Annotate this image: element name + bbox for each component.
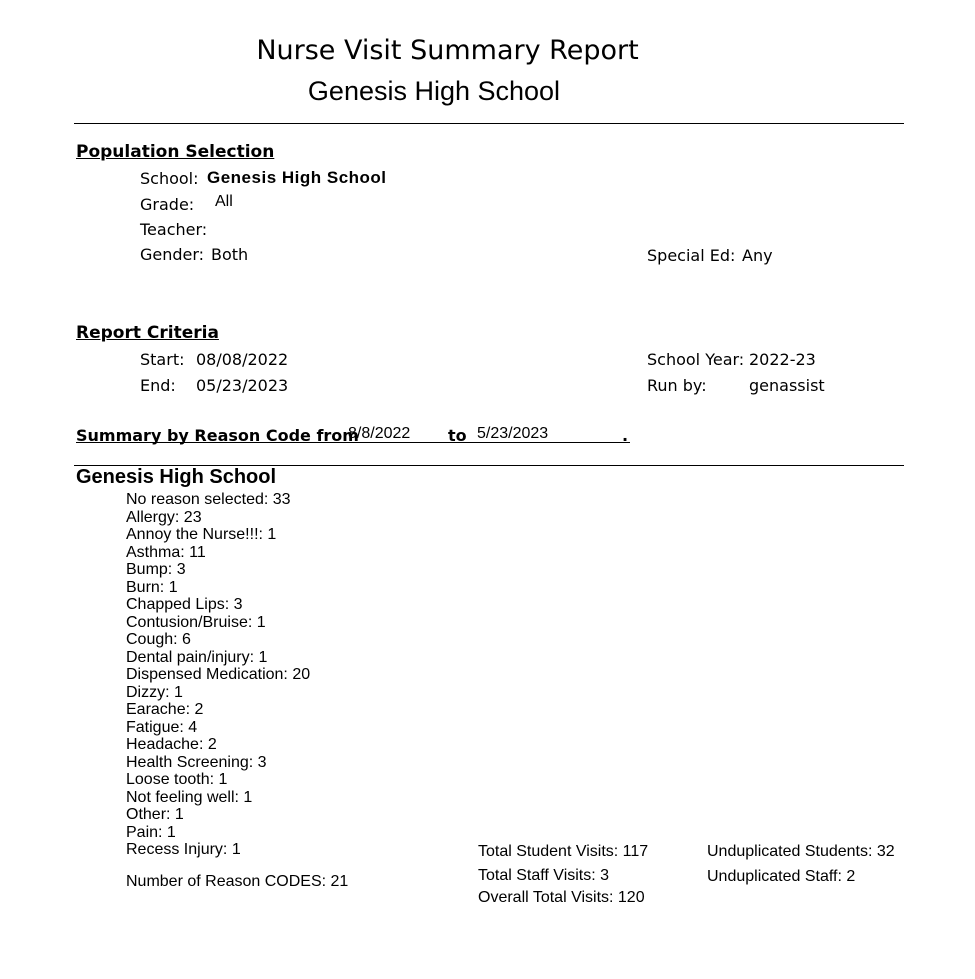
teacher-label: Teacher:: [140, 220, 208, 239]
reason-item: Bump: 3: [126, 561, 186, 578]
reason-list: [126, 491, 310, 859]
school-year-label: School Year:: [647, 350, 745, 369]
special-ed-value: Any: [742, 246, 773, 265]
summary-to-label: to: [448, 426, 467, 445]
run-by-label: Run by:: [647, 376, 707, 395]
run-by-value: genassist: [749, 376, 825, 395]
reason-item: Allergy: 23: [126, 508, 202, 526]
group-title: Genesis High School: [76, 466, 277, 488]
gender-value: Both: [211, 245, 249, 264]
gender-label: Gender:: [140, 245, 205, 264]
reason-item: Chapped Lips: 3: [126, 596, 243, 613]
reason-codes-count: Number of Reason CODES: 21: [126, 873, 349, 890]
report-title: Nurse Visit Summary Report: [256, 35, 639, 66]
reason-item: Loose tooth: 1: [126, 771, 228, 788]
reason-item: Headache: 2: [126, 736, 217, 753]
school-label: School:: [140, 169, 199, 188]
summary-heading: Summary by Reason Code from: [76, 426, 359, 445]
reason-item: Fatigue: 4: [126, 718, 198, 736]
summary-underline: [76, 442, 630, 443]
header-divider: [74, 123, 904, 124]
end-label: End:: [140, 376, 176, 395]
summary-end-mark: .: [622, 426, 629, 445]
reason-item: Not feeling well: 1: [126, 788, 253, 806]
total-student-visits: Total Student Visits: 117: [478, 843, 649, 860]
special-ed-label: Special Ed:: [647, 246, 736, 265]
summary-from-date: 8/8/2022: [348, 425, 411, 442]
reason-item: Dispensed Medication: 20: [126, 666, 311, 683]
grade-label: Grade:: [140, 195, 195, 214]
reason-item: Recess Injury: 1: [126, 841, 241, 858]
start-value: 08/08/2022: [196, 350, 289, 369]
total-staff-visits: Total Staff Visits: 3: [478, 867, 610, 884]
end-value: 05/23/2023: [196, 376, 289, 395]
reason-item: Burn: 1: [126, 578, 178, 596]
overall-total-visits: Overall Total Visits: 120: [478, 889, 645, 906]
reason-item: Health Screening: 3: [126, 753, 267, 771]
reason-item: Other: 1: [126, 806, 184, 823]
reason-item: Dizzy: 1: [126, 683, 183, 701]
reason-item: Cough: 6: [126, 631, 191, 648]
summary-to-date: 5/23/2023: [477, 425, 549, 442]
school-value: Genesis High School: [207, 168, 387, 187]
unduplicated-staff: Unduplicated Staff: 2: [707, 868, 856, 885]
report-school-name: Genesis High School: [307, 76, 561, 106]
reason-item: Earache: 2: [126, 701, 204, 718]
start-label: Start:: [140, 350, 185, 369]
reason-item: Annoy the Nurse!!!: 1: [126, 526, 277, 543]
reason-item: Asthma: 11: [126, 543, 206, 561]
criteria-heading: Report Criteria: [76, 323, 219, 343]
reason-item: Dental pain/injury: 1: [126, 648, 268, 666]
school-year-value: 2022-23: [749, 350, 816, 369]
reason-item: Pain: 1: [126, 823, 176, 841]
population-heading: Population Selection: [76, 142, 275, 162]
reason-item: No reason selected: 33: [126, 491, 291, 508]
grade-value: All: [215, 193, 233, 210]
reason-item: Contusion/Bruise: 1: [126, 613, 266, 631]
unduplicated-students: Unduplicated Students: 32: [707, 843, 895, 860]
